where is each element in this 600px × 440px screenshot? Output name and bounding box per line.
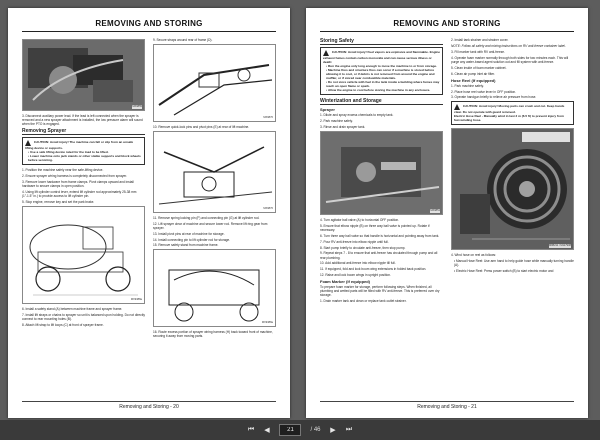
previous-page-button[interactable]: ◀ [264,427,270,434]
caution-bullet: Lower machine onto jack stands or other stable supports and block wheels before servicing. [28,154,141,163]
step-bullet: Electric Hose Reel: Press power switch (B) to start electric motor and [456,269,554,274]
caution-bullet: Do not store vehicle with fuel in the tank inside a building where fumes may reach an open flame or spark. [326,80,440,89]
caution-text: Electric Hose Reel - Manually wind in last 2 m (6.5 ft) to prevent injury from fast-winding hose. [454,114,564,123]
right-column-2: 2. Install tank strainer and strainer cover. NOTE: Follow all safety and mixing instructions on RV anti-freeze container label. 3. Fill marker tank with RV anti-freeze. 4. Operate foam marker normally through both sides for two minutes each. This will purge any water-based agent solution out and fill system with anti-freeze. 5. Clean inside of foam marker cabinet. 6. Clean air pump inlet air filter. Hose Reel (If equipped) 1. Park machine safely. 2. Place hose reel valve lever in OFF position. 3. Operate handgun briefly to relieve air pressure from hose. CAUTION: Avoid injury! Moving parts can crush and cut. Keep hands clear. Do not operate with guard removed. Electric Hose Reel - Manually wind in last 2 m (6.5 ft) to prevent injury from fast-winding hose. M88211 / M117908 4. Wind hose on reel as follows: • Manual Hose Reel: Use arm hand to help guide hose while manually turning handle (A). • Electric Hose Reel: Press power switch (B) to start electric motor and [451,38,574,274]
step: 16. Route excess portion of sprayer wiring harness (H) back toward front of machine, securing it away from moving parts. [153,330,273,339]
page-count: / 46 [310,427,321,433]
step: 3. Fill marker tank with RV anti-freeze. [451,49,505,54]
figure-pivot-pins [153,131,276,213]
step: 7. Pour RV anti-freeze into elbow nipple until full. [320,239,389,244]
figure-sprayer-machine [22,206,145,304]
right-column-1 [320,38,443,305]
step: 5. Stop engine, remove key and set the park brake. [22,199,95,204]
page-footer: Removing and Storing - 21 [417,404,477,410]
figure-label: MX9876 [263,115,273,119]
caution-text: Avoid injury! Fuel vapors are explosive and flammable. Engine exhaust fumes contain carbon monoxide and can cause serious illness or death: [323,50,440,65]
next-page-button[interactable]: ▶ [330,427,336,434]
step: 1. Position the machine safely near the safe-lifting device. [22,168,104,173]
subsection-heading: Foam Marker (If equipped) [320,279,371,285]
step: 9. Repeat steps 7 - 8 to ensure that anti-freeze has circulated through pump and all rear plumbing. [320,251,438,260]
page-title: REMOVING AND STORING [95,19,203,28]
paragraph: To prepare foam marker for storage, perform following steps. When finished, all plumbing and wetted parts will be filled with RV anti-freeze. This is preferred over dry storage. [320,285,440,298]
caution-bullet: Use a safe lifting device rated for the load to be lifted. [29,150,109,155]
caution-box [451,101,574,125]
figure-ball-valve [320,131,443,215]
step: 8. Attach lift strap to lift loops (C) at front of sprayer frame. [22,322,104,327]
pdf-navigation-toolbar [0,420,600,440]
caution-label: CAUTION: [331,50,348,54]
step: 3. Operate handgun briefly to relieve air pressure from hose. [451,95,537,100]
step: 9. Secure straps around rear of frame (D). [153,38,213,42]
title-rule [320,31,574,32]
figure-label: MX9851 [430,208,440,212]
caution-box: CAUTION: Avoid injury! The machine can fall or slip from an unsafe lifting device or supports. • Use a safe lifting device rated for the load to be lifted. • Lower machine onto jack stands or other stable supports and block wheels before servicing. [22,137,145,165]
step-bullet: Manual Hose Reel: Use arm hand to help guide hose while manually turning handle (A). [454,259,574,268]
step: 2. Install tank strainer and strainer cover. [451,38,509,42]
caution-bullet: Run the engine only long enough to move the machine to or from storage. [327,64,437,69]
caution-label: CAUTION: [462,104,479,109]
section-heading: Removing Sprayer [22,128,145,135]
step: 4. Using lift cylinder control lever, extend lift cylinder rod approximately 25-38 mm (1"-1.5" in.) to provide access to lift cylinder pin. [22,189,137,199]
step: 4. Operate foam marker normally through both sides for two minutes each. This will purge any water-based agent solution out and fill system with anti-freeze. [451,55,569,64]
footer-rule [320,401,574,402]
caution-box: CAUTION: Avoid injury! Fuel vapors are explosive and flammable. Engine exhaust fumes contain carbon monoxide and can cause serious illness or death: • Run the engine only long enough to move the machine to or from storage. • Machine fires and structure fires can occur if a machine is stored before allowing it to cool, or if debris is not removed from around the engine and muffler, or if stored near combustible materials. • Do not store vehicle with fuel in the tank inside a building where fumes may reach an open flame or spark. • Allow the engine to cool before storing the machine in any enclosure. [320,47,443,95]
caution-text: Avoid injury! The machine can fall or slip from an unsafe lifting device or supports. [25,140,134,151]
subsection-heading: Sprayer [320,107,335,113]
step: 12. Raise and lock boom wings in upright position. [320,273,391,278]
step: 4. Turn agitator ball valve (A) to horizontal OFF position. [320,217,400,222]
step: 6. Clean air pump inlet air filter. [451,71,495,76]
section-heading: Winterization and Storage [320,98,443,105]
caution-label: CAUTION: [33,140,50,145]
step: 5. Ensure that elbow nipple (B) on three way ball valve is pointed up. Rotate if necessary. [320,223,430,232]
step: 10. Remove quick-lock pins and pivot pins (E) at rear of lift machine. [153,124,250,129]
left-column-2 [153,38,276,340]
caution-bullet: Allow the engine to cool before storing the machine in any enclosure. [327,88,431,93]
step: 15. Remove safety stand from machine frame. [153,243,219,248]
step: 2. Ensure sprayer wiring harness is completely disconnected from sprayer. [22,174,128,179]
figure-label: M88211 / M117908 [549,244,571,248]
first-page-button[interactable]: ⏮ [247,426,255,433]
figure-label: MX9876 [263,206,273,210]
step: 4. Wind hose on reel as follows: [451,253,497,258]
title-rule [22,31,276,32]
step: 12. Lift sprayer clear of machine and secure lower rod. Remove lift ring gear from sprayer. [153,221,268,230]
step: 5. Clean inside of foam marker cabinet. [451,65,507,70]
step: 8. Start pump briefly to circulate anti-freeze, then stop pump. [320,245,406,250]
step: 2. Place hose reel valve lever in OFF position. [451,89,517,94]
step: 6. Turn three way ball valve so that handle is horizontal and pointing away from tank. [320,233,440,238]
caution-bullet: Machine fires and structure fires can occur if a machine is stored before allowing it to cool, or if debris is not removed from around the engine and muffler, or if stored near combustible materials. [326,68,435,81]
step: 1. Drain marker tank and clean or replace tank outlet strainer. [320,299,407,304]
page-number-input[interactable] [279,424,301,436]
step: 13. Install pivot pins at rear of machine for storage. [153,231,225,236]
figure-hose-reel [451,128,574,250]
section-heading: Storing Safety [320,38,443,45]
step: 1. Park machine safely. [451,83,484,88]
last-page-button[interactable]: ⏭ [345,426,353,433]
footer-rule [22,401,276,402]
figure-label: MX9388a [261,321,273,325]
subsection-heading: Hose Reel (If equipped) [451,77,496,83]
paragraph: 3. Disconnect auxiliary power lead. If the lead is left connected when the sprayer is removed and a new sprayer attachment is installed, the low pressure alarm will sound when the PTO is engaged. [22,114,143,127]
figure-label: MX9855 [132,104,142,108]
step: 7. Install lift straps or chains to sprayer so unit is balanced upon holding. Do not directly connect to rear mounting holes (B). [22,312,145,321]
note: NOTE: Follow all safety and mixing instructions on RV anti-freeze container label. [451,43,566,48]
left-column-1 [22,38,145,329]
figure-label: MX9388a [130,297,142,301]
step: 3. Remove lower hardware from frame clamps. Pivot clamps upward and install hardware to secure clamps in open position. [22,179,134,189]
page-title: REMOVING AND STORING [393,19,501,28]
step: 2. Park machine safely. [320,119,353,124]
figure-frame-straps [153,44,276,122]
step: 3. Rinse and drain sprayer tank. [320,124,366,129]
step: 10. Add additional anti-freeze into elbow nipple till full. [320,261,396,266]
page-footer: Removing and Storing - 20 [119,404,179,410]
step: 14. Install connecting pin to lift cylinder rod for storage. [153,237,231,242]
step: 11. If equipped, fold and lock boom wing extensions in folded back position. [320,267,427,272]
step: 6. Install a safety stand (A) between machine frame and sprayer frame. [22,306,123,311]
manual-page-right [306,8,588,418]
step: 1. Dilute and spray excess chemicals to empty tank. [320,113,394,118]
caution-text: Avoid injury! Moving parts can crush and cut. Keep hands clear. Do not operate with guard removed. [454,104,565,115]
figure-wiring-harness [153,249,276,327]
manual-page-left [8,8,290,418]
step: 11. Remove spring locking pin (F) and connecting pin (G) at lift cylinder rod. [153,215,260,220]
figure-auxiliary-power [22,39,145,111]
